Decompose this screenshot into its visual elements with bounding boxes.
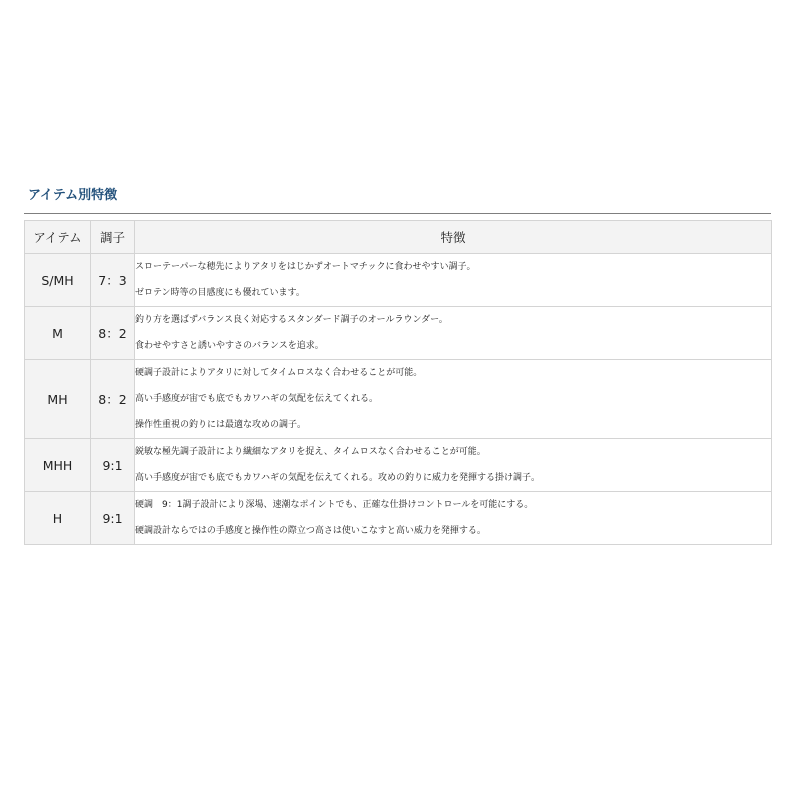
cell-item: MHH <box>25 439 91 492</box>
feature-line: 鋭敏な極先調子設計により繊細なアタリを捉え、タイムロスなく合わせることが可能。 <box>135 447 486 457</box>
cell-feature <box>135 360 772 439</box>
feature-line: 硬調設計ならではの手感度と操作性の際立つ高さは使いこなすと高い威力を発揮する。 <box>135 526 486 536</box>
cell-action: 9:1 <box>91 492 135 545</box>
item-spec-table <box>24 220 772 545</box>
table-row <box>25 360 772 439</box>
cell-feature <box>135 307 772 360</box>
table-row <box>25 439 772 492</box>
table-row <box>25 254 772 307</box>
cell-item: M <box>25 307 91 360</box>
table-row <box>25 307 772 360</box>
feature-line: 硬調子設計によりアタリに対してタイムロスなく合わせることが可能。 <box>135 368 423 378</box>
cell-feature <box>135 492 772 545</box>
cell-item: S/MH <box>25 254 91 307</box>
cell-feature <box>135 254 772 307</box>
table-header-row <box>25 221 772 254</box>
cell-feature <box>135 439 772 492</box>
feature-line: ゼロテン時等の目感度にも優れています。 <box>135 288 305 298</box>
header-feature: 特徴 <box>135 221 772 254</box>
feature-line: 食わせやすさと誘いやすさのバランスを追求。 <box>135 341 324 351</box>
feature-line: 釣り方を選ばずバランス良く対応するスタンダード調子のオールラウンダー。 <box>135 315 448 325</box>
title-divider <box>24 213 771 214</box>
feature-line: 硬調 9：1調子設計により深場、速潮なポイントでも、正確な仕掛けコントロールを可能にする。 <box>135 500 534 510</box>
cell-item: MH <box>25 360 91 439</box>
cell-action: 8：2 <box>91 360 135 439</box>
cell-action: 8：2 <box>91 307 135 360</box>
header-item: アイテム <box>25 221 91 254</box>
feature-line: スローテーパーな穂先によりアタリをはじかずオートマチックに食わせやすい調子。 <box>135 262 476 272</box>
feature-line: 高い手感度が宙でも底でもカワハギの気配を伝えてくれる。攻めの釣りに威力を発揮する掛け調子。 <box>135 473 541 483</box>
feature-line: 高い手感度が宙でも底でもカワハギの気配を伝えてくれる。 <box>135 394 379 404</box>
section-title: アイテム別特徴 <box>28 188 118 203</box>
header-action: 調子 <box>91 221 135 254</box>
cell-action: 9:1 <box>91 439 135 492</box>
cell-item: H <box>25 492 91 545</box>
feature-line: 操作性重視の釣りには最適な攻めの調子。 <box>135 420 307 430</box>
cell-action: 7：3 <box>91 254 135 307</box>
table-row <box>25 492 772 545</box>
